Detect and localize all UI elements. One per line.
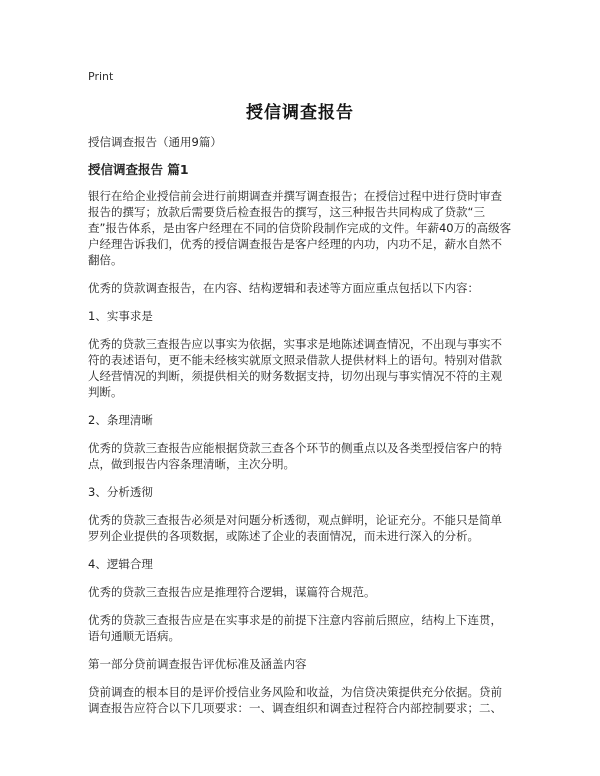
section-heading: 授信调查报告 篇1: [88, 162, 189, 177]
point-heading-3: 3、分析透彻: [88, 485, 153, 499]
paragraph-point-4a: 优秀的贷款三查报告应是推理符合逻辑，谋篇符合规范。: [88, 585, 376, 599]
paragraph-point-2: 优秀的贷款三查报告应能根据贷款三查各个环节的侧重点以及各类型授信客户的特点，做到报告内容条理清晰，主次分明。: [88, 441, 502, 471]
paragraph-intro: 银行在给企业授信前会进行前期调查并撰写调查报告；在授信过程中进行贷时审查报告的撰写；放款后需要贷后检查报告的撰写，这三种报告共同构成了贷款“三查”报告体系，是由客户经理在不同的信贷阶段制作完成的文件。年薪40万的高级客户经理告诉我们，优秀的授信调查报告是客户经理的内功，内功不足，薪水自然不翻倍。: [88, 189, 512, 267]
paragraph-point-1: 优秀的贷款三查报告应以事实为依据，实事求是地陈述调查情况，不出现与事实不符的表述语句，更不能未经核实就原文照录借款人提供材料上的语句。特别对借款人经营情况的判断，须提供相关的财务数据支持，切勿出现与事实情况不符的主观判断。: [88, 337, 502, 399]
part-one-heading: 第一部分贷前调查报告评优标准及涵盖内容: [88, 657, 307, 671]
document-title: 授信调查报告: [246, 103, 354, 123]
paragraph-point-4b: 优秀的贷款三查报告应是在实事求是的前提下注意内容前后照应，结构上下连贯，语句通顺无语病。: [88, 613, 502, 643]
paragraph-key-points: 优秀的贷款调查报告，在内容、结构逻辑和表述等方面应重点包括以下内容：: [88, 281, 479, 295]
point-heading-4: 4、逻辑合理: [88, 557, 153, 571]
paragraph-part-one: 贷前调查的根本目的是评价授信业务风险和收益，为信贷决策提供充分依据。贷前调查报告应符合以下几项要求：一、调查组织和调查过程符合内部控制要求；二、: [88, 685, 502, 715]
point-heading-1: 1、实事求是: [88, 309, 153, 323]
document-subtitle: 授信调查报告（通用9篇）: [88, 135, 222, 149]
paragraph-point-3: 优秀的贷款三查报告必须是对问题分析透彻，观点鲜明，论证充分。不能只是简单罗列企业提供的各项数据，或陈述了企业的表面情况，而未进行深入的分析。: [88, 513, 502, 543]
document-body: [88, 134, 512, 728]
point-heading-2: 2、条理清晰: [88, 413, 153, 427]
print-label: Print: [88, 70, 114, 83]
